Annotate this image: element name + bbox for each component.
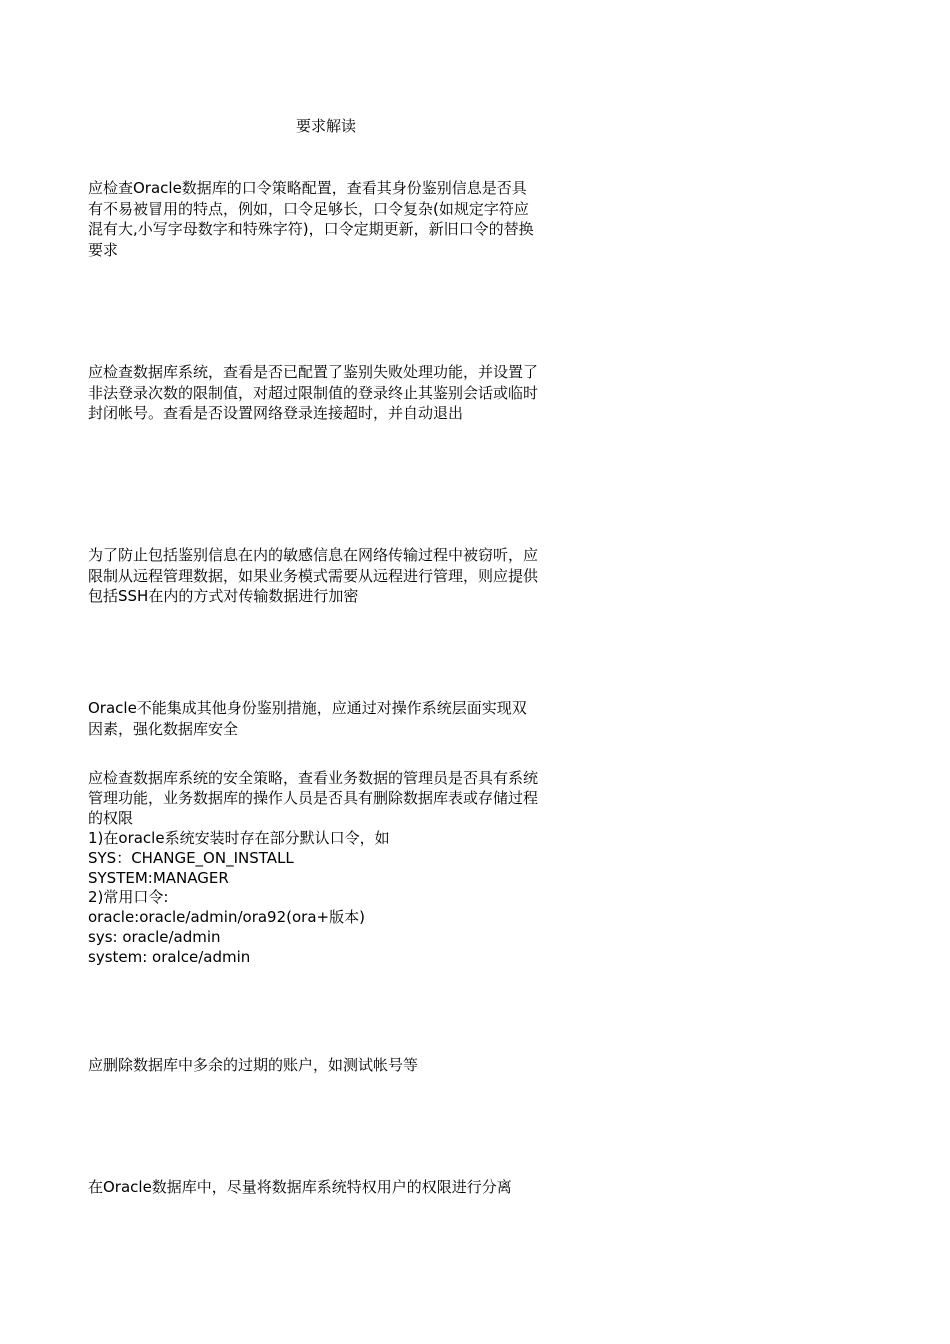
text-line: 要求	[88, 240, 119, 259]
text-line: 应检查数据库系统的安全策略，查看业务数据的管理员是否具有系统	[88, 769, 539, 787]
requirement-password-policy	[88, 178, 572, 260]
text-line: SYSTEM:MANAGER	[88, 868, 229, 887]
text-line: 包括SSH在内的方式对传输数据进行加密	[88, 587, 359, 605]
requirement-security-policy	[88, 769, 572, 968]
text-line: 1)在oracle系统安装时存在部分默认口令，如	[88, 828, 390, 847]
text-line: 非法登录次数的限制值，对超过限制值的登录终止其鉴别会话或临时	[88, 383, 539, 402]
text-line: 的权限	[88, 808, 134, 827]
page-title: 要求解读	[296, 117, 357, 135]
text-line: system: oralce/admin	[88, 948, 251, 967]
text-line: 封闭帐号。查看是否设置网络登录连接超时，并自动退出	[88, 404, 464, 422]
requirement-two-factor	[88, 698, 572, 739]
text-line: 应检查Oracle数据库的口令策略配置，查看其身份鉴别信息是否具	[88, 179, 527, 197]
text-line: 应检查数据库系统，查看是否已配置了鉴别失败处理功能，并设置了	[88, 363, 539, 381]
text-line: 因素，强化数据库安全	[88, 719, 239, 738]
text-line: oracle:oracle/admin/ora92(ora+版本)	[88, 908, 365, 927]
text-line: 应删除数据库中多余的过期的账户，如测试帐号等	[88, 1056, 419, 1074]
text-line: 限制从远程管理数据，如果业务模式需要从远程进行管理，则应提供	[88, 566, 539, 585]
text-line: Oracle不能集成其他身份鉴别措施，应通过对操作系统层面实现双	[88, 699, 527, 717]
text-line: 混有大,小写字母数字和特殊字符)，口令定期更新，新旧口令的替换	[88, 220, 534, 238]
text-line: 在Oracle数据库中，尽量将数据库系统特权用户的权限进行分离	[88, 1178, 512, 1196]
requirement-remove-accounts	[88, 1055, 572, 1076]
text-line: sys: oracle/admin	[88, 928, 221, 947]
requirement-login-failure	[88, 362, 572, 424]
requirement-privilege-separation	[88, 1177, 572, 1198]
text-line: 管理功能，业务数据库的操作人员是否具有删除数据库表或存储过程	[88, 788, 539, 807]
text-line: 有不易被冒用的特点，例如，口令足够长，口令复杂(如规定字符应	[88, 199, 529, 218]
text-line: SYS：CHANGE_ON_INSTALL	[88, 848, 294, 867]
text-line: 2)常用口令:	[88, 888, 169, 907]
requirement-remote-encryption	[88, 545, 572, 607]
text-line: 为了防止包括鉴别信息在内的敏感信息在网络传输过程中被窃听，应	[88, 546, 539, 564]
